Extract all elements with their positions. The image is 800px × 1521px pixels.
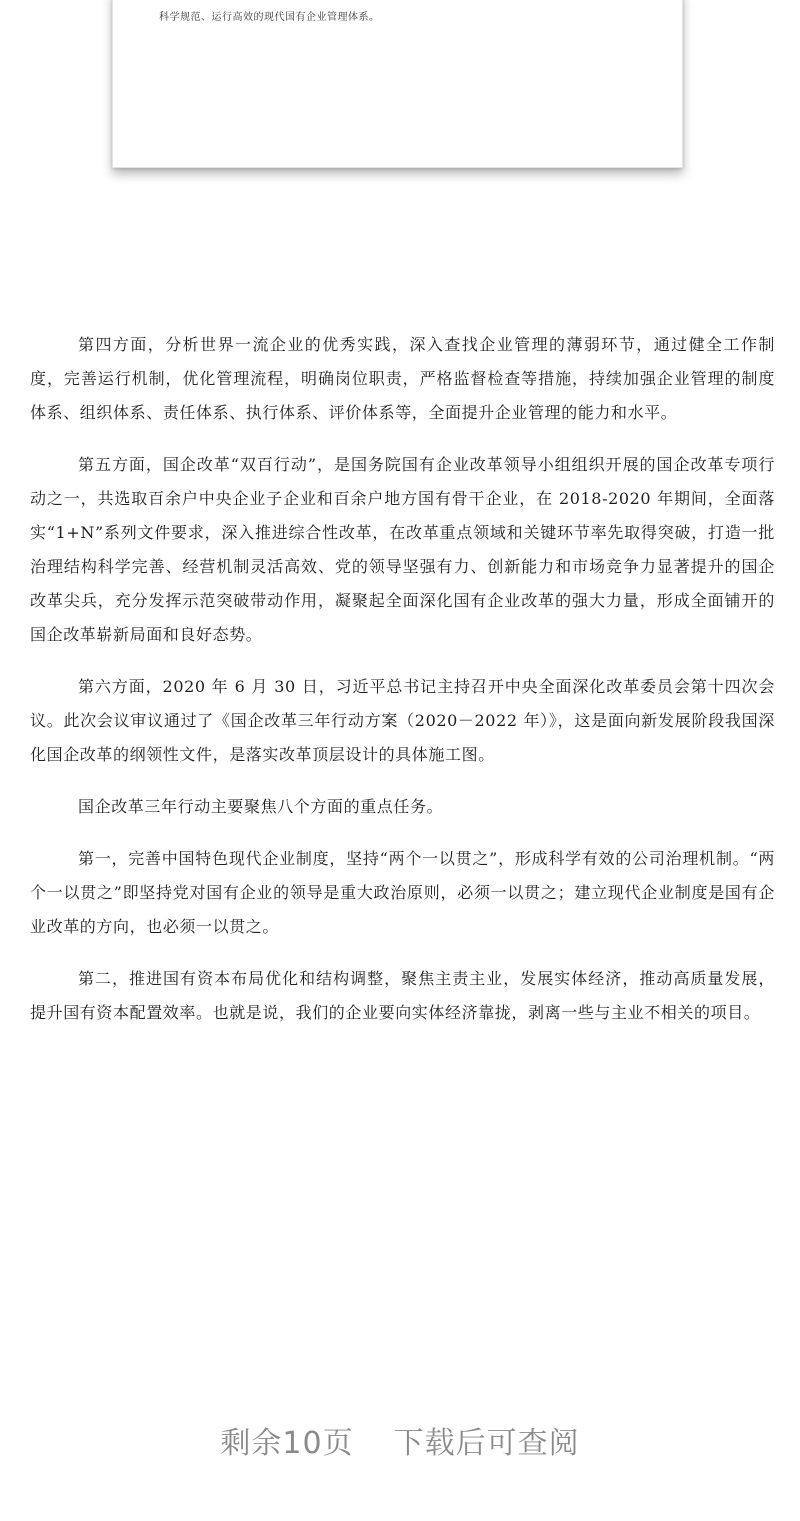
remaining-pages-banner[interactable] [0, 1418, 800, 1462]
paragraph-eight-tasks-intro: 国企改革三年行动主要聚焦八个方面的重点任务。 [78, 797, 444, 816]
paragraph-fourth-aspect: 第四方面，分析世界一流企业的优秀实践，深入查找企业管理的薄弱环节，通过健全工作制度，完善运行机制，优化管理流程，明确岗位职责，严格监督检查等措施，持续加强企业管理的制度体系、组织体系、责任体系、执行体系、评价体系等，全面提升企业管理的能力和水平。 [30, 335, 775, 422]
paragraph-fifth-aspect: 第五方面，国企改革“双百行动”，是国务院国有企业改革领导小组组织开展的国企改革专项行动之一，共选取百余户中央企业子企业和百余户地方国有骨干企业，在 2018-2020 年期间，全面落实“1+N”系列文件要求，深入推进综合性改革，在改革重点领域和关键环节率先取得突破，打造一批治理结构科学完善、经营机制灵活高效、党的领导坚强有力、创新能力和市场竞争力显著提升的国企改革尖兵，充分发挥示范突破带动作用，凝聚起全面深化国有企业改革的强大力量，形成全面铺开的国企改革崭新局面和良好态势。 [30, 455, 775, 644]
remaining-pages-label: 剩余10页 [220, 1426, 354, 1461]
preview-text-line: 科学规范、运行高效的现代国有企业管理体系。 [159, 12, 380, 23]
paragraph-task-second: 第二，推进国有资本布局优化和结构调整，聚焦主责主业，发展实体经济，推动高质量发展，提升国有资本配置效率。也就是说，我们的企业要向实体经济靠拢，剥离一些与主业不相关的项目。 [30, 969, 775, 1022]
paragraph-task-first: 第一，完善中国特色现代企业制度，坚持“两个一以贯之”，形成科学有效的公司治理机制。“两个一以贯之”即坚持党对国有企业的领导是重大政治原则，必须一以贯之；建立现代企业制度是国有企业改革的方向，也必须一以贯之。 [30, 849, 775, 936]
paragraph-sixth-aspect: 第六方面，2020 年 6 月 30 日，习近平总书记主持召开中央全面深化改革委员会第十四次会议。此次会议审议通过了《国企改革三年行动方案（2020－2022 年）》，这是面向新发展阶段我国深化国企改革的纲领性文件，是落实改革顶层设计的具体施工图。 [30, 677, 775, 764]
download-to-view-label: 下载后可查阅 [393, 1426, 580, 1461]
document-body [30, 328, 775, 1048]
page-preview-card [112, 0, 683, 168]
